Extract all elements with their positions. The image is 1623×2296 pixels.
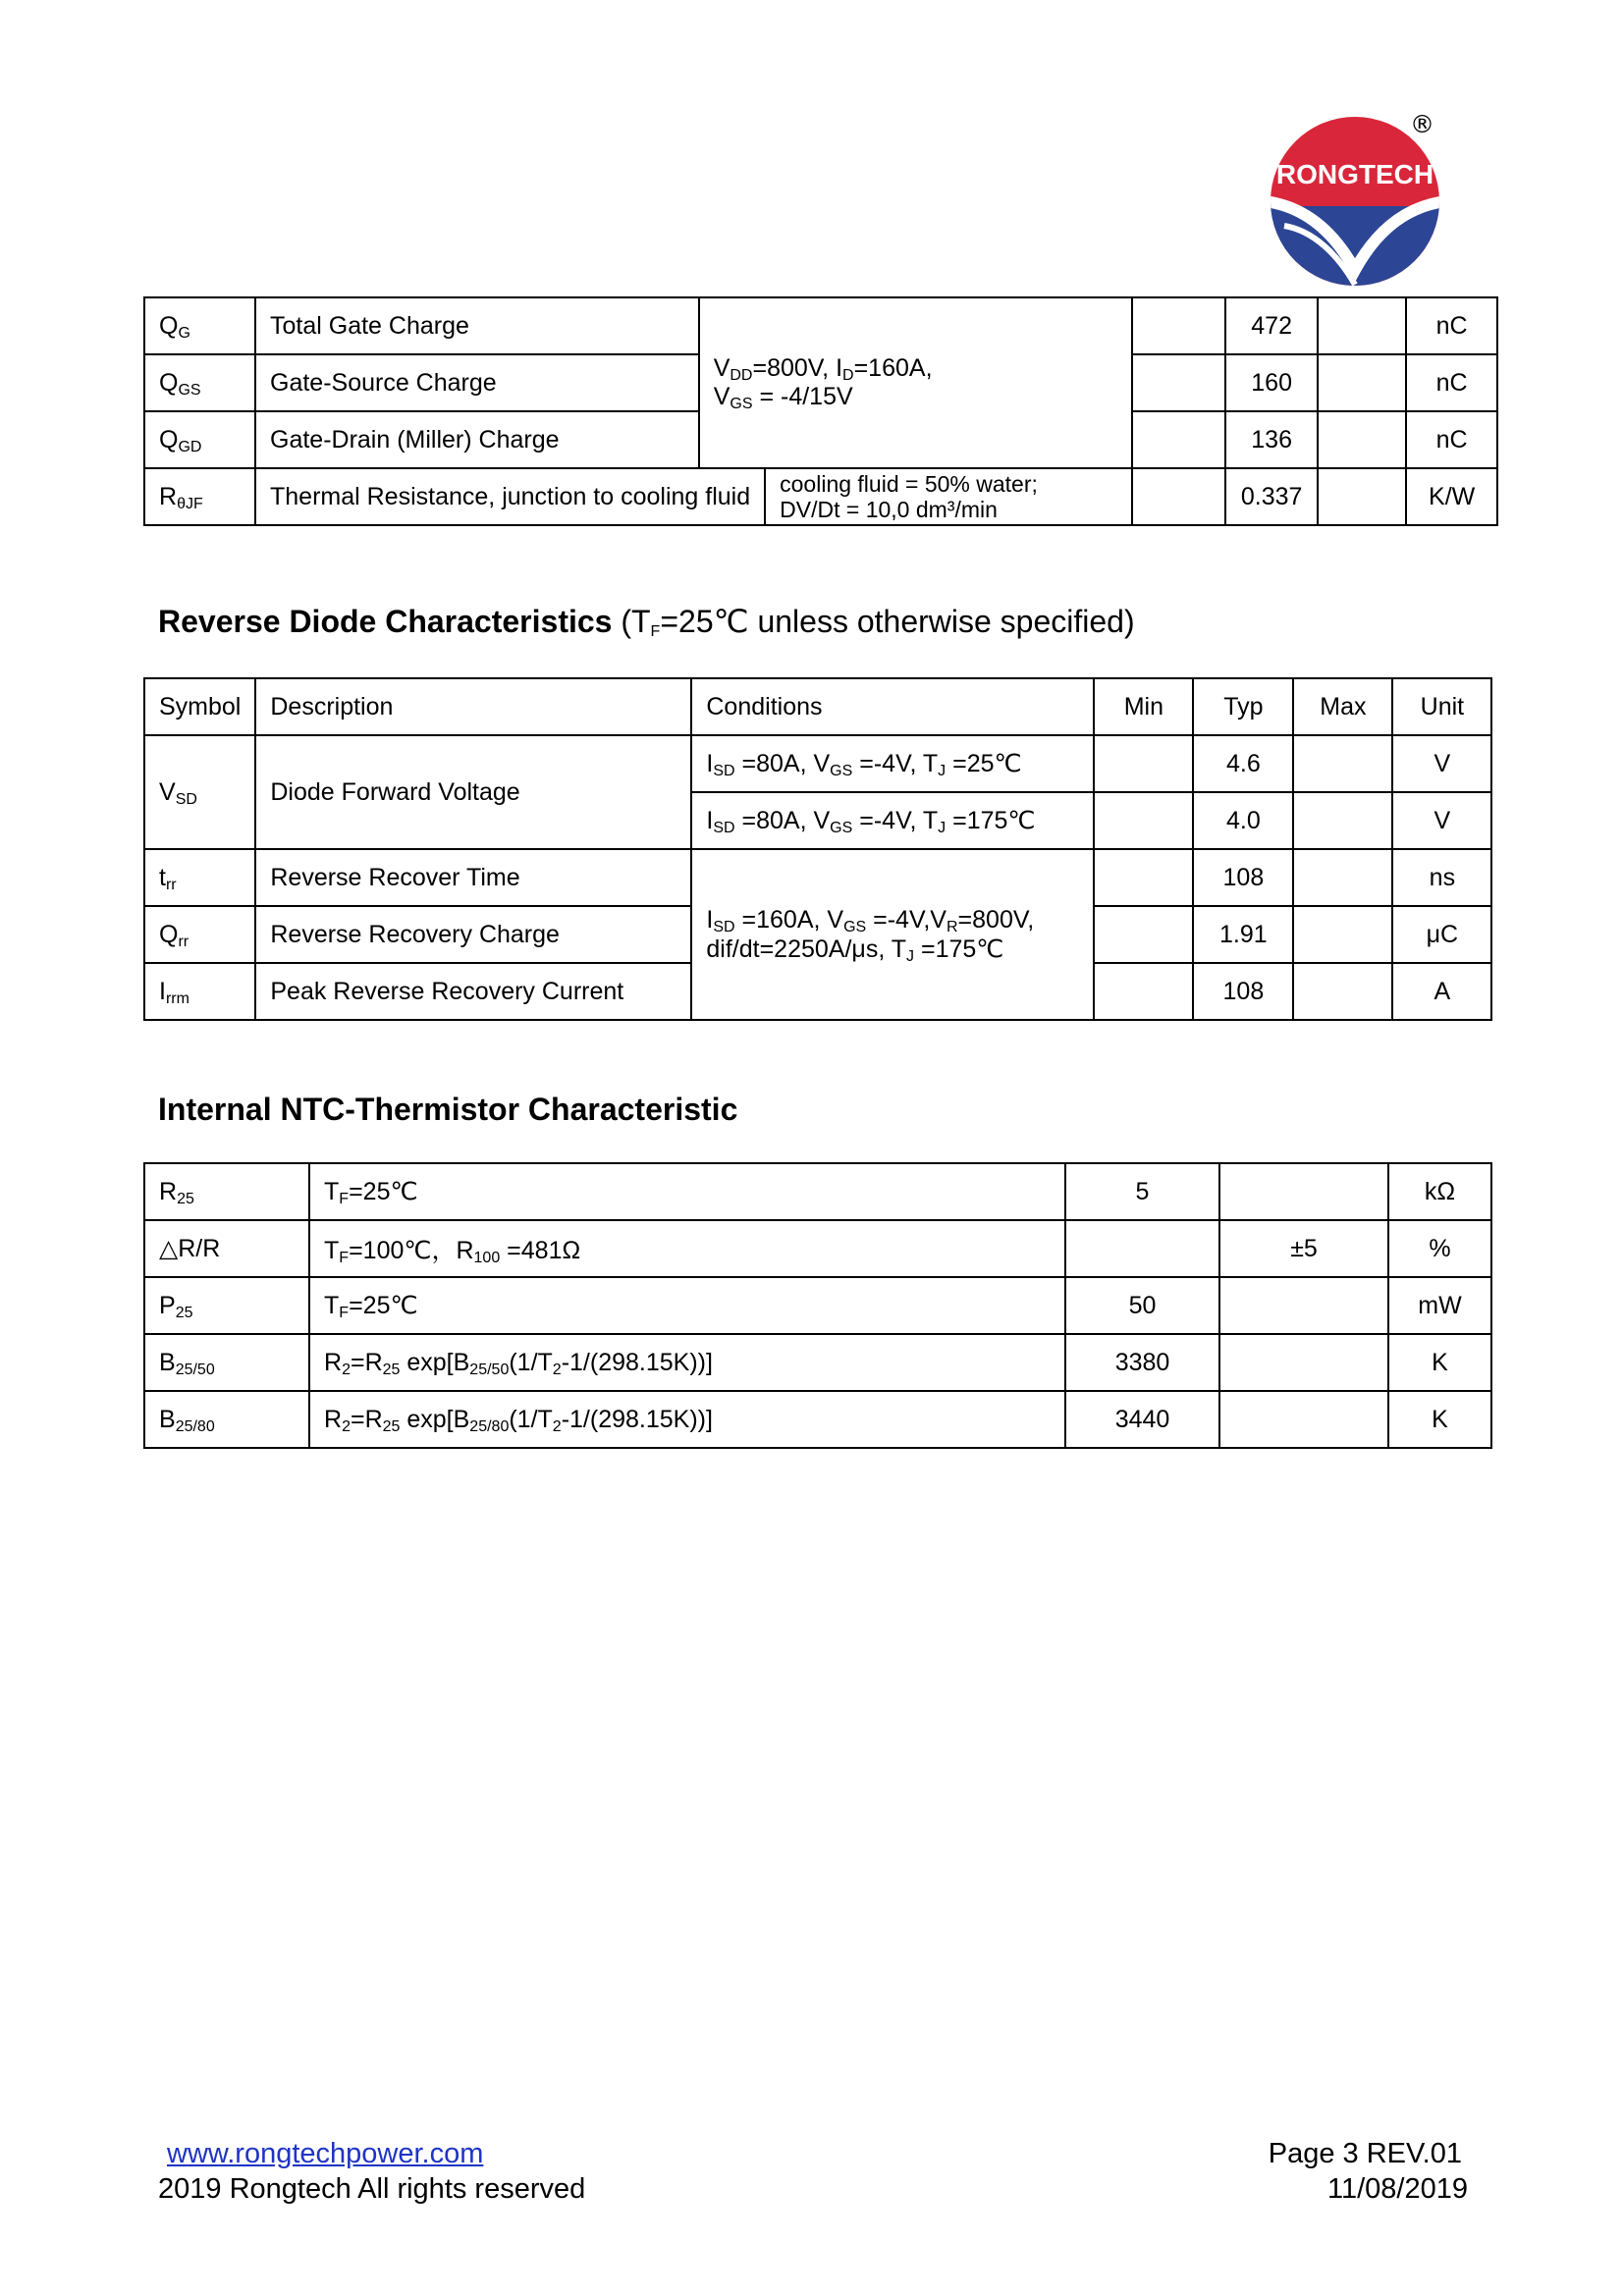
logo-text: RONGTECH xyxy=(1275,159,1434,189)
shared-condition: $V_{DD}=800V$, $I_D=160A$, $V_{GS} = -4/15V$ xyxy=(699,297,1132,468)
table-row: $Q_G$ Total Gate Charge $V_{DD}=800V$, $I_D=160A$, $V_{GS} = -4/15V$ 472 nC xyxy=(144,297,1497,354)
page-revision: Page 3 REV.01 xyxy=(1268,2138,1462,2169)
table-row: $B_{25/80}$ $R_2=R_{25}$ $\exp[B_{25/80}(1/T_2-1/(298.15K))]$ 3440 K xyxy=(144,1391,1491,1448)
table-row: $B_{25/50}$ $R_2=R_{25}$ $\exp[B_{25/50}(1/T_2-1/(298.15K))]$ 3380 K xyxy=(144,1334,1491,1391)
rongtech-logo xyxy=(1265,113,1446,290)
table-row: $R_{25}$ $T_F=25℃$ 5 kΩ xyxy=(144,1163,1491,1220)
table-row: $I_{rrm}$ Peak Reverse Recovery Current 108 A xyxy=(144,963,1491,1020)
gate-charge-table xyxy=(143,296,1498,526)
ntc-table xyxy=(143,1162,1492,1449)
table-row: $R_{\theta JF}$ Thermal Resistance, junction to cooling fluid cooling fluid = 50% water; DV/Dt = 10,0 dm³/min 0.337 K/W xyxy=(144,468,1497,525)
copyright: 2019 Rongtech All rights reserved xyxy=(158,2173,586,2205)
table-header-row: Symbol Description Conditions Min Typ Max Unit xyxy=(144,678,1491,735)
shared-condition: $I_{SD} =160A$, $V_{GS} =-4V,V_R=800V$, dif/dt=2250A/μs, $T_J$ =175℃ xyxy=(691,849,1094,1020)
registered-mark: ® xyxy=(1410,110,1434,138)
table-row: $P_{25}$ $T_F=25℃$ 50 mW xyxy=(144,1277,1491,1334)
website-link[interactable]: www.rongtechpower.com xyxy=(167,2138,484,2169)
table-row: $Q_{GS}$ Gate-Source Charge 160 nC xyxy=(144,354,1497,411)
reverse-diode-table xyxy=(143,677,1492,1021)
ntc-heading: Internal NTC-Thermistor Characteristic xyxy=(158,1092,738,1127)
table-row: $I_{SD} =80A$, $V_{GS} =-4V$, $T_J$ =175℃ 4.0 V xyxy=(144,792,1491,849)
table-row: $Q_{rr}$ Reverse Recovery Charge 1.91 μC xyxy=(144,906,1491,963)
table-row: $V_{SD}$ Diode Forward Voltage $I_{SD} =80A$, $V_{GS} =-4V$, $T_J$ =25℃ 4.6 V xyxy=(144,735,1491,792)
reverse-diode-heading: Reverse Diode Characteristics ($T_F=25℃$ unless otherwise specified) xyxy=(158,604,1135,640)
revision-date: 11/08/2019 xyxy=(1327,2173,1468,2205)
table-row: △R/R $T_F=100℃$，$R_{100} =481\Omega$ ±5 % xyxy=(144,1220,1491,1277)
table-row: $t_{rr}$ Reverse Recover Time $I_{SD} =160A$, $V_{GS} =-4V,V_R=800V$, dif/dt=2250A/μs, $T_J$ =175℃ 108 ns xyxy=(144,849,1491,906)
table-row: $Q_{GD}$ Gate-Drain (Miller) Charge 136 nC xyxy=(144,411,1497,468)
